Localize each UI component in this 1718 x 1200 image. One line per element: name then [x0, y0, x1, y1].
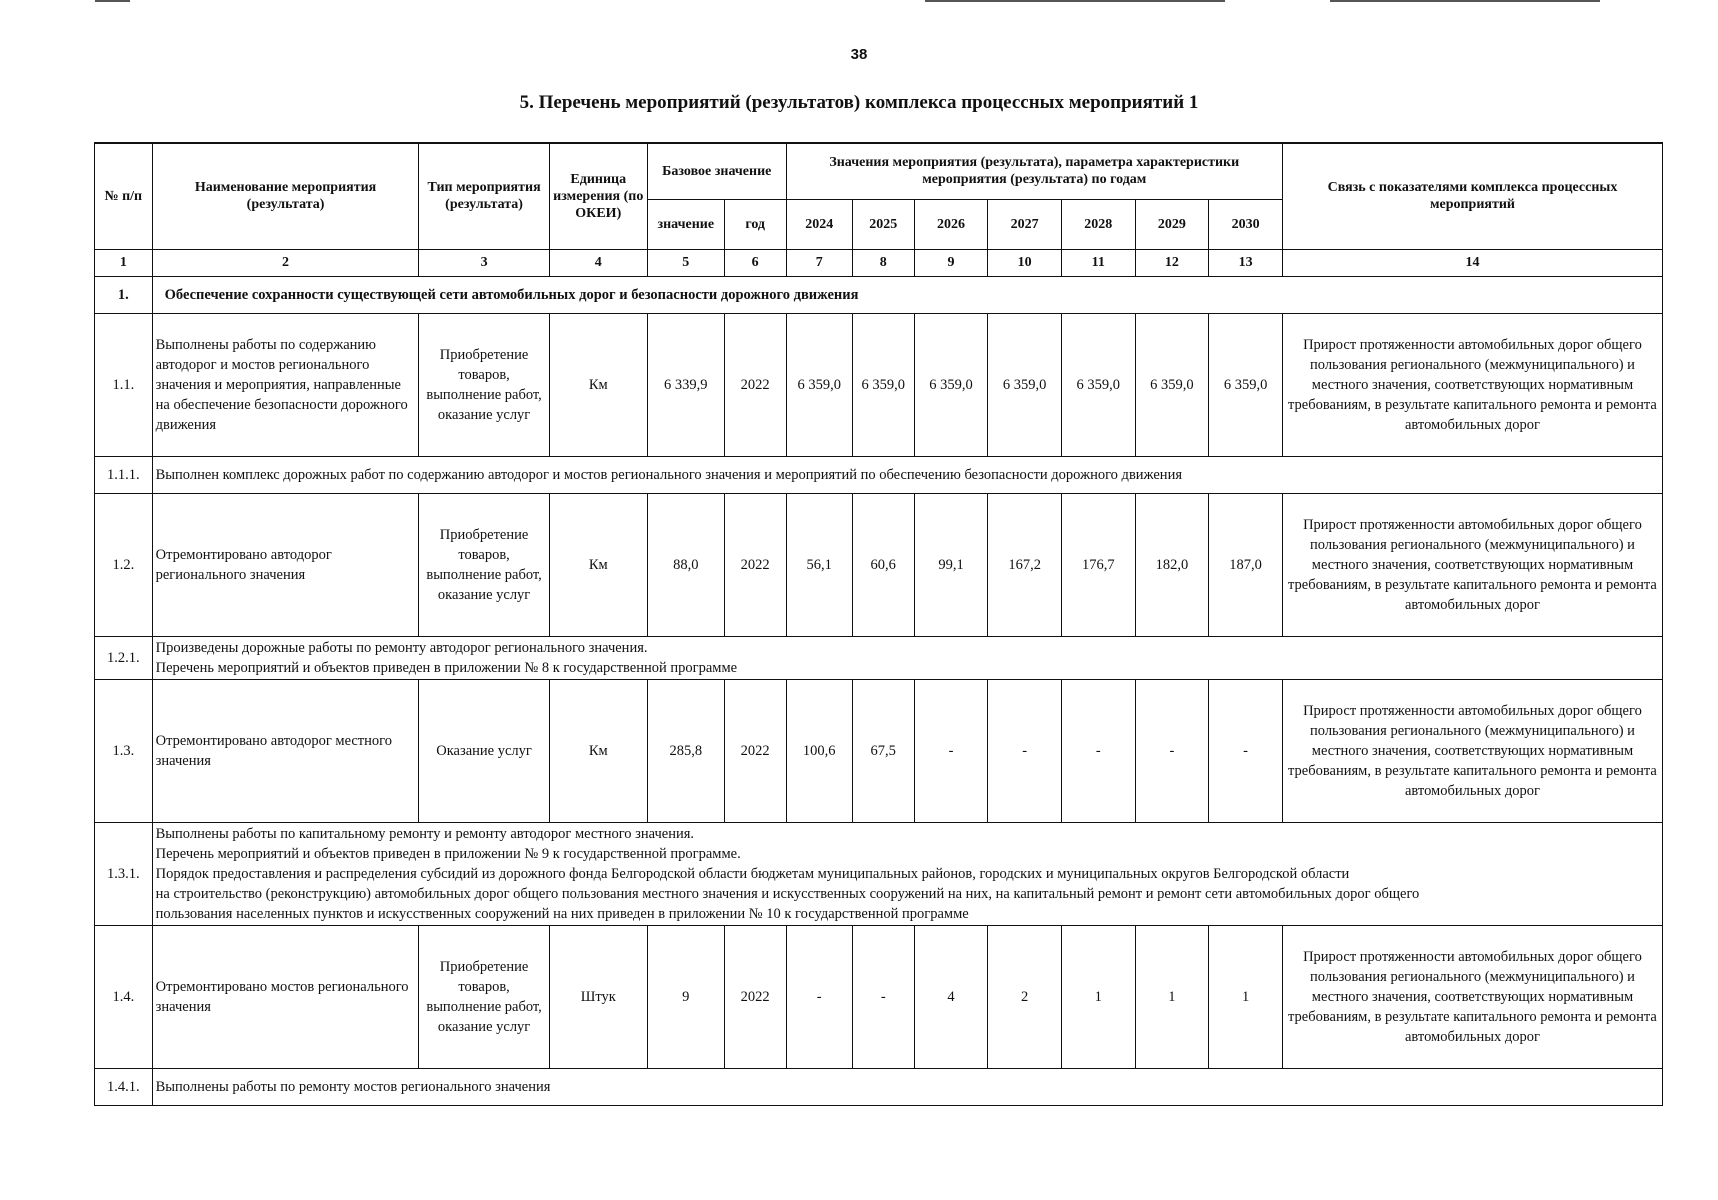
row-number: 1.2.: [95, 493, 153, 636]
year-value: -: [852, 925, 914, 1068]
measure-unit: Км: [549, 493, 647, 636]
note-row: [95, 456, 1663, 493]
year-value: 1: [1061, 925, 1135, 1068]
column-number: 9: [914, 249, 988, 276]
year-value: 67,5: [852, 679, 914, 822]
indicator-link: Прирост протяженности автомобильных дорог общего пользования регионального (межмуниципального) и местного значения, соответствующих нормативным требованиям, в результате капитального ремонта и ремонта автомобильных дорог: [1282, 679, 1662, 822]
year-value: 187,0: [1209, 493, 1283, 636]
header-num: № п/п: [95, 143, 153, 249]
column-number: 2: [152, 249, 419, 276]
result-row: [95, 313, 1663, 456]
measure-name: Отремонтировано мостов регионального значения: [152, 925, 419, 1068]
note-text: [152, 1068, 1662, 1105]
note-line: пользования населенных пунктов и искусственных сооружений на них приведен в приложении № 10 к государственной программе: [155, 905, 969, 922]
column-number: 7: [786, 249, 852, 276]
year-value: 6 359,0: [988, 313, 1062, 456]
year-value: 6 359,0: [786, 313, 852, 456]
top-rule-left: [95, 0, 130, 2]
note-text: [152, 822, 1662, 925]
note-row: [95, 1068, 1663, 1105]
year-value: 99,1: [914, 493, 988, 636]
base-year: 2022: [724, 679, 786, 822]
note-text: [152, 456, 1662, 493]
year-value: 6 359,0: [914, 313, 988, 456]
base-year: 2022: [724, 313, 786, 456]
header-base-year: год: [724, 199, 786, 249]
note-line: Выполнен комплекс дорожных работ по содержанию автодорог и мостов регионального значения и мероприятий по обеспечению безопасности дорожного движения: [155, 466, 1182, 483]
row-number: 1.3.: [95, 679, 153, 822]
note-line: на строительство (реконструкцию) автомобильных дорог общего пользования местного значения и искусственных сооружений на них, на капитальный ремонт и ремонт сети автомобильных дорог общего: [155, 885, 1420, 902]
year-value: -: [1209, 679, 1283, 822]
header-year: 2027: [988, 199, 1062, 249]
header-name: Наименование мероприятия (результата): [152, 143, 419, 249]
year-value: 56,1: [786, 493, 852, 636]
year-value: -: [1061, 679, 1135, 822]
note-line: Порядок предоставления и распределения субсидий из дорожного фонда Белгородской области бюджетам муниципальных районов, городских и муниципальных округов Белгородской области: [155, 865, 1350, 882]
base-year: 2022: [724, 493, 786, 636]
base-value: 6 339,9: [647, 313, 724, 456]
column-number: 11: [1061, 249, 1135, 276]
column-number: 1: [95, 249, 153, 276]
top-rule-center: [925, 0, 1225, 2]
column-number: 3: [419, 249, 549, 276]
measure-type: Приобретение товаров, выполнение работ, оказание услуг: [419, 925, 549, 1068]
year-value: -: [988, 679, 1062, 822]
measure-name: Отремонтировано автодорог регионального значения: [152, 493, 419, 636]
section-title: Обеспечение сохранности существующей сети автомобильных дорог и безопасности дорожного движения: [152, 276, 1662, 313]
header-unit: Единица измерения (по ОКЕИ): [549, 143, 647, 249]
rows-body: [95, 313, 1663, 1105]
column-number: 12: [1135, 249, 1209, 276]
top-rule-right: [1330, 0, 1600, 2]
year-value: 6 359,0: [1135, 313, 1209, 456]
base-value: 285,8: [647, 679, 724, 822]
measure-unit: Км: [549, 679, 647, 822]
measure-type: Приобретение товаров, выполнение работ, оказание услуг: [419, 313, 549, 456]
note-line: Выполнены работы по капитальному ремонту и ремонту автодорог местного значения.: [155, 825, 695, 842]
result-row: [95, 679, 1663, 822]
year-value: 1: [1135, 925, 1209, 1068]
result-row: [95, 493, 1663, 636]
note-number: 1.4.1.: [95, 1068, 153, 1105]
note-row: [95, 636, 1663, 679]
header-year: 2026: [914, 199, 988, 249]
indicator-link: Прирост протяженности автомобильных дорог общего пользования регионального (межмуниципального) и местного значения, соответствующих нормативным требованиям, в результате капитального ремонта и ремонта автомобильных дорог: [1282, 925, 1662, 1068]
column-number: 6: [724, 249, 786, 276]
header-year: 2029: [1135, 199, 1209, 249]
header-base: Базовое значение: [647, 143, 786, 199]
section-row: [95, 276, 1663, 313]
measure-type: Оказание услуг: [419, 679, 549, 822]
header-type: Тип мероприятия (результата): [419, 143, 549, 249]
note-line: Произведены дорожные работы по ремонту автодорог регионального значения.: [155, 639, 648, 656]
measures-table: [94, 142, 1663, 1106]
year-value: -: [914, 679, 988, 822]
row-number: 1.4.: [95, 925, 153, 1068]
year-value: 6 359,0: [852, 313, 914, 456]
year-value: 176,7: [1061, 493, 1135, 636]
year-value: 100,6: [786, 679, 852, 822]
year-value: 6 359,0: [1061, 313, 1135, 456]
year-value: -: [1135, 679, 1209, 822]
note-line: Перечень мероприятий и объектов приведен в приложении № 9 к государственной программе.: [155, 845, 741, 862]
header-year: 2030: [1209, 199, 1283, 249]
note-number: 1.2.1.: [95, 636, 153, 679]
year-value: 2: [988, 925, 1062, 1068]
column-number: 13: [1209, 249, 1283, 276]
header-year: 2025: [852, 199, 914, 249]
measure-type: Приобретение товаров, выполнение работ, оказание услуг: [419, 493, 549, 636]
row-number: 1.1.: [95, 313, 153, 456]
year-value: 167,2: [988, 493, 1062, 636]
header-year: 2024: [786, 199, 852, 249]
note-number: 1.1.1.: [95, 456, 153, 493]
year-value: 6 359,0: [1209, 313, 1283, 456]
note-number: 1.3.1.: [95, 822, 153, 925]
indicator-link: Прирост протяженности автомобильных дорог общего пользования регионального (межмуниципального) и местного значения, соответствующих нормативным требованиям, в результате капитального ремонта и ремонта автомобильных дорог: [1282, 493, 1662, 636]
base-value: 88,0: [647, 493, 724, 636]
column-number: 10: [988, 249, 1062, 276]
year-value: 4: [914, 925, 988, 1068]
base-value: 9: [647, 925, 724, 1068]
note-line: Выполнены работы по ремонту мостов регионального значения: [155, 1078, 551, 1095]
result-row: [95, 925, 1663, 1068]
base-year: 2022: [724, 925, 786, 1068]
column-number-row: [95, 249, 1663, 276]
table-header: [95, 143, 1663, 249]
note-row: [95, 822, 1663, 925]
measure-name: Выполнены работы по содержанию автодорог и мостов регионального значения и мероприятия, направленные на обеспечение безопасности дорожного движения: [152, 313, 419, 456]
column-number: 5: [647, 249, 724, 276]
year-value: 182,0: [1135, 493, 1209, 636]
column-number: 4: [549, 249, 647, 276]
page-title: 5. Перечень мероприятий (результатов) комплекса процессных мероприятий 1: [519, 92, 1199, 113]
column-number: 8: [852, 249, 914, 276]
page-number: 38: [850, 46, 868, 63]
measure-name: Отремонтировано автодорог местного значения: [152, 679, 419, 822]
column-number: 14: [1282, 249, 1662, 276]
year-value: 60,6: [852, 493, 914, 636]
note-line: Перечень мероприятий и объектов приведен в приложении № 8 к государственной программе: [155, 659, 738, 676]
measure-unit: Штук: [549, 925, 647, 1068]
note-text: [152, 636, 1662, 679]
year-value: -: [786, 925, 852, 1068]
section-number: 1.: [95, 276, 153, 313]
header-year: 2028: [1061, 199, 1135, 249]
indicator-link: Прирост протяженности автомобильных дорог общего пользования регионального (межмуниципального) и местного значения, соответствующих нормативным требованиям, в результате капитального ремонта и ремонта автомобильных дорог: [1282, 313, 1662, 456]
header-base-value: значение: [647, 199, 724, 249]
measure-unit: Км: [549, 313, 647, 456]
year-value: 1: [1209, 925, 1283, 1068]
header-values: Значения мероприятия (результата), параметра характеристики мероприятия (результата) по годам: [786, 143, 1282, 199]
header-link: Связь с показателями комплекса процессных мероприятий: [1282, 143, 1662, 249]
